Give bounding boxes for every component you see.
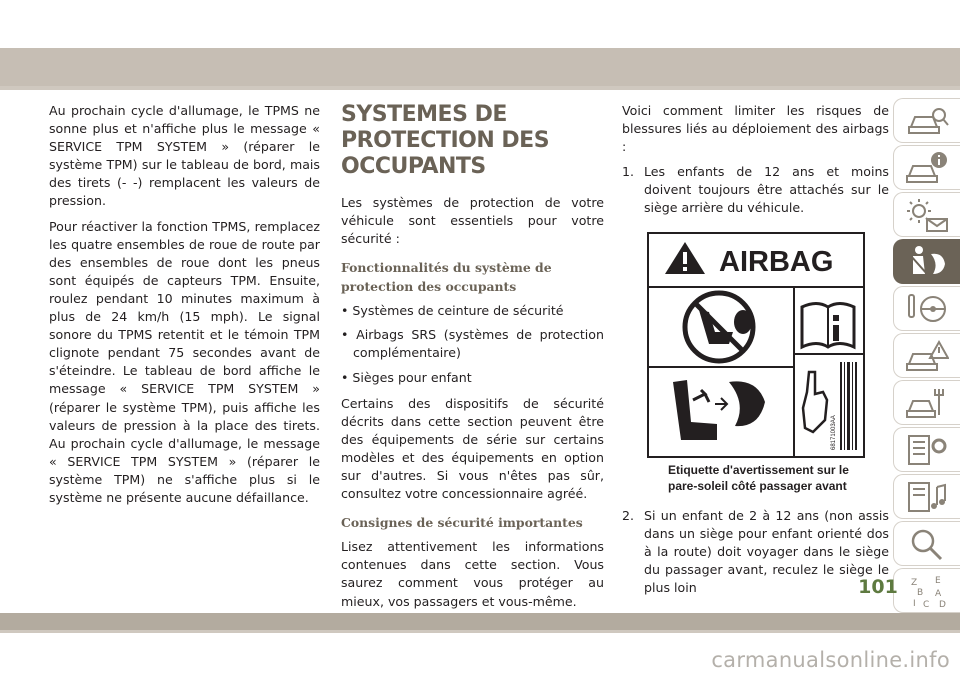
list-item: • Sièges pour enfant — [341, 369, 472, 385]
svg-text:B: B — [917, 587, 924, 598]
svg-text:Z: Z — [911, 577, 918, 588]
tab-multimedia[interactable] — [893, 474, 960, 519]
top-band-line — [0, 86, 960, 90]
bottom-band-line — [0, 630, 960, 633]
numbered-item-1 — [622, 163, 889, 217]
chapter-tabs — [893, 98, 960, 615]
paragraph-intro: Les systèmes de protection de votre véhicule sont essentiels pour votre sécurité : — [341, 195, 604, 247]
bottom-band — [0, 613, 960, 631]
paragraph-read: Lisez attentivement les informations contenues dans cette section. Vous saurez comment vous protéger au mieux, vos passagers et vous-même. — [341, 539, 604, 609]
car-info-icon — [905, 150, 949, 186]
svg-text:A: A — [935, 588, 942, 599]
tab-occupant-restraint[interactable] — [893, 239, 960, 284]
page-number: 101 — [858, 576, 898, 598]
svg-text:D: D — [939, 599, 946, 609]
watermark: carmanualsonline.info — [711, 648, 950, 672]
tab-key-steering[interactable] — [893, 286, 960, 331]
occupant-restraint-icon — [905, 244, 949, 280]
key-steering-wheel-icon — [905, 291, 949, 327]
svg-text:I: I — [913, 598, 916, 609]
tab-maintenance[interactable] — [893, 427, 960, 472]
tab-index[interactable] — [893, 568, 960, 613]
item-number: 2. — [622, 508, 635, 523]
paragraph-tpms-reactivate: Pour réactiver la fonction TPMS, remplacez les quatre ensembles de roue de route par des ensembles de roue dont les pneus sont équipés de capteurs TPM. Ensuite, roulez pendant 10 minutes maximum à plus de 24 km/h (15 mph). Le signal sonore du TPMS retentit et le témoin TPM clignote pendant 75 secondes avant de s'éteindre. Le tableau de bord affiche le message « SERVICE TPM SYSTEM » (réparer le système TPM), puis affiche les valeurs de pression à la place des tirets. Au prochain cycle d'allumage, le message « SERVICE TPM SYSTEM » (réparer le système TPM) ne s'affiche plus si le système ne présente aucune défaillance. — [49, 218, 320, 505]
car-tools-icon — [905, 385, 949, 421]
index-letters-icon — [905, 573, 949, 609]
section-title: SYSTEMES DE PROTECTION DES OCCUPANTS — [341, 102, 550, 179]
svg-text:E: E — [935, 575, 941, 586]
item-text: Les enfants de 12 ans et moins doivent toujours être attachés sur le siège arrière du véhicule. — [644, 164, 889, 216]
tab-warning-lights[interactable] — [893, 192, 960, 237]
airbag-warning-label — [647, 232, 865, 458]
multimedia-icon — [905, 479, 949, 515]
column-3 — [622, 102, 889, 226]
label-code: 68171003AA — [831, 415, 837, 450]
car-magnifier-icon — [905, 103, 949, 139]
paragraph-devices: Certains des dispositifs de sécurité décrits dans cette section peuvent être des équipements de série sur certains modèles et des équipements en option sur d'autres. Si vous n'êtes pas sûr, consultez votre concessionnaire agréé. — [341, 395, 604, 502]
warning-lights-icon — [905, 197, 949, 233]
paragraph-tpms-next-cycle: Au prochain cycle d'allumage, le TPMS ne sonne plus et n'affiche plus le message « SERVICE TPM SYSTEM » (réparer le système TPM) sur le tableau de bord, mais des tirets (- -) remplacent les valeurs de pression. — [49, 103, 320, 209]
tab-car-info[interactable] — [893, 145, 960, 190]
tab-search[interactable] — [893, 521, 960, 566]
airbag-heading: AIRBAG — [719, 246, 834, 278]
item-text: Si un enfant de 2 à 12 ans (non assis dans un siège pour enfant orienté dos à la route) doit voyager dans le siège du passager avant, reculez le siège le plus loin — [644, 508, 889, 596]
figure-caption: Etiquette d'avertissement sur le pare-soleil côté passager avant — [668, 463, 849, 493]
search-icon — [905, 526, 949, 562]
top-band — [0, 48, 960, 86]
column-1 — [49, 102, 320, 514]
paragraph-limit-risks: Voici comment limiter les risques de blessures liés au déploiement des airbags : — [622, 103, 889, 155]
subheading-features: Fonctionnalités du système de protection des occupants — [341, 260, 552, 295]
car-warning-icon — [905, 338, 949, 374]
column-2 — [341, 102, 604, 618]
tab-car-magnifier[interactable] — [893, 98, 960, 143]
airbag-label-graphic — [647, 232, 865, 458]
column-3-continued — [622, 507, 889, 605]
svg-text:C: C — [923, 599, 930, 609]
tab-car-tools[interactable] — [893, 380, 960, 425]
maintenance-gear-icon — [905, 432, 949, 468]
numbered-item-2 — [622, 507, 889, 597]
list-item: • Systèmes de ceinture de sécurité — [341, 303, 564, 319]
tab-car-warning[interactable] — [893, 333, 960, 378]
item-number: 1. — [622, 164, 635, 180]
list-item: • Airbags SRS (systèmes de protection complémentaire) — [341, 327, 604, 361]
subheading-safety: Consignes de sécurité importantes — [341, 515, 583, 531]
